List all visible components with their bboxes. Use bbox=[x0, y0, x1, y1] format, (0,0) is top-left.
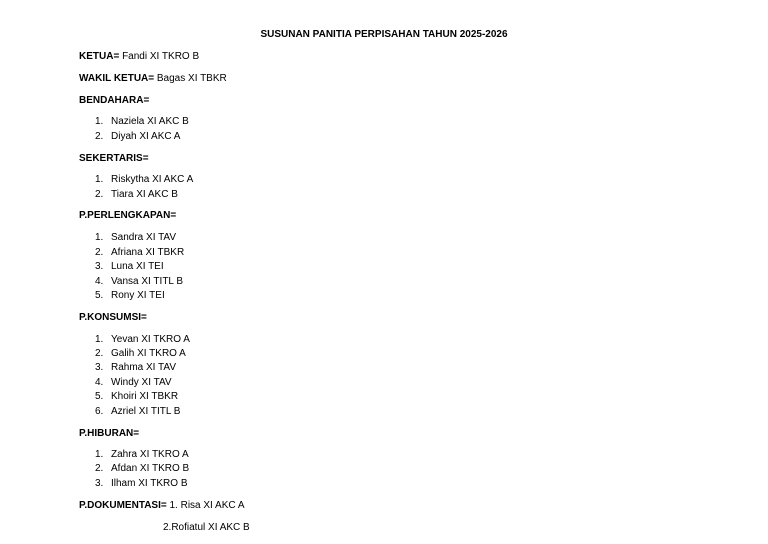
ketua-line bbox=[79, 51, 199, 63]
list-name: Ilham XI TKRO B bbox=[111, 478, 188, 489]
list-item bbox=[95, 391, 178, 403]
list-item bbox=[95, 348, 186, 360]
list-number: 1. bbox=[95, 449, 104, 460]
bendahara-heading bbox=[79, 95, 149, 107]
hiburan-heading bbox=[79, 428, 139, 440]
dokumentasi-line bbox=[79, 500, 245, 512]
list-item bbox=[95, 362, 176, 374]
bendahara-label: BENDAHARA= bbox=[79, 95, 150, 106]
list-number: 6. bbox=[95, 406, 104, 417]
perlengkapan-heading bbox=[79, 210, 176, 222]
list-name: Tiara XI AKC B bbox=[111, 189, 178, 200]
list-number: 1. bbox=[95, 116, 104, 127]
dokumentasi-second: 2.Rofiatul XI AKC B bbox=[163, 522, 250, 533]
list-name: Khoiri XI TBKR bbox=[111, 391, 179, 402]
list-name: Sandra XI TAV bbox=[111, 232, 177, 243]
list-item bbox=[95, 131, 180, 143]
list-number: 4. bbox=[95, 276, 104, 287]
list-name: Galih XI TKRO A bbox=[111, 348, 186, 359]
list-item bbox=[95, 290, 165, 302]
list-number: 2. bbox=[95, 463, 104, 474]
list-number: 3. bbox=[95, 362, 104, 373]
dokumentasi-first: 1. Risa XI AKC A bbox=[166, 500, 245, 511]
list-item bbox=[95, 116, 189, 128]
list-number: 2. bbox=[95, 348, 104, 359]
list-name: Luna XI TEI bbox=[111, 261, 164, 272]
list-name: Azriel XI TITL B bbox=[111, 406, 181, 417]
list-item bbox=[95, 261, 164, 273]
list-number: 1. bbox=[95, 232, 104, 243]
list-name: Rahma XI TAV bbox=[111, 362, 177, 373]
dokumentasi-label: P.DOKUMENTASI= bbox=[79, 500, 167, 511]
list-name: Zahra XI TKRO A bbox=[111, 449, 189, 460]
wakil-ketua-line bbox=[79, 73, 227, 85]
hiburan-label: P.HIBURAN= bbox=[79, 428, 140, 439]
list-item bbox=[95, 406, 180, 418]
list-item bbox=[95, 247, 184, 259]
list-number: 1. bbox=[95, 174, 104, 185]
list-item bbox=[95, 174, 193, 186]
list-item bbox=[95, 232, 176, 244]
wakil-ketua-value: Bagas XI TBKR bbox=[154, 73, 227, 84]
list-number: 3. bbox=[95, 261, 104, 272]
konsumsi-heading bbox=[79, 312, 147, 324]
list-name: Windy XI TAV bbox=[111, 377, 172, 388]
list-number: 2. bbox=[95, 247, 104, 258]
sekertaris-label: SEKERTARIS= bbox=[79, 153, 149, 164]
list-item bbox=[95, 334, 190, 346]
list-number: 4. bbox=[95, 377, 104, 388]
list-item bbox=[95, 189, 178, 201]
list-name: Rony XI TEI bbox=[111, 290, 165, 301]
document-title: SUSUNAN PANITIA PERPISAHAN TAHUN 2025-2026 bbox=[260, 29, 508, 40]
konsumsi-label: P.KONSUMSI= bbox=[79, 312, 147, 323]
list-item bbox=[95, 377, 172, 389]
list-item bbox=[95, 276, 183, 288]
list-name: Afriana XI TBKR bbox=[111, 247, 185, 258]
list-name: Vansa XI TITL B bbox=[111, 276, 184, 287]
list-item bbox=[95, 463, 189, 475]
ketua-value: Fandi XI TKRO B bbox=[119, 51, 200, 62]
list-number: 3. bbox=[95, 478, 104, 489]
list-name: Afdan XI TKRO B bbox=[111, 463, 190, 474]
list-number: 5. bbox=[95, 391, 104, 402]
list-name: Naziela XI AKC B bbox=[111, 116, 189, 127]
wakil-ketua-label: WAKIL KETUA= bbox=[79, 73, 155, 84]
list-number: 2. bbox=[95, 189, 104, 200]
ketua-label: KETUA= bbox=[79, 51, 120, 62]
list-number: 2. bbox=[95, 131, 104, 142]
list-name: Yevan XI TKRO A bbox=[111, 334, 190, 345]
list-name: Riskytha XI AKC A bbox=[111, 174, 194, 185]
list-item bbox=[95, 449, 189, 461]
perlengkapan-label: P.PERLENGKAPAN= bbox=[79, 210, 177, 221]
sekertaris-heading bbox=[79, 153, 149, 165]
list-name: Diyah XI AKC A bbox=[111, 131, 181, 142]
list-item bbox=[95, 478, 188, 490]
list-number: 1. bbox=[95, 334, 104, 345]
list-number: 5. bbox=[95, 290, 104, 301]
